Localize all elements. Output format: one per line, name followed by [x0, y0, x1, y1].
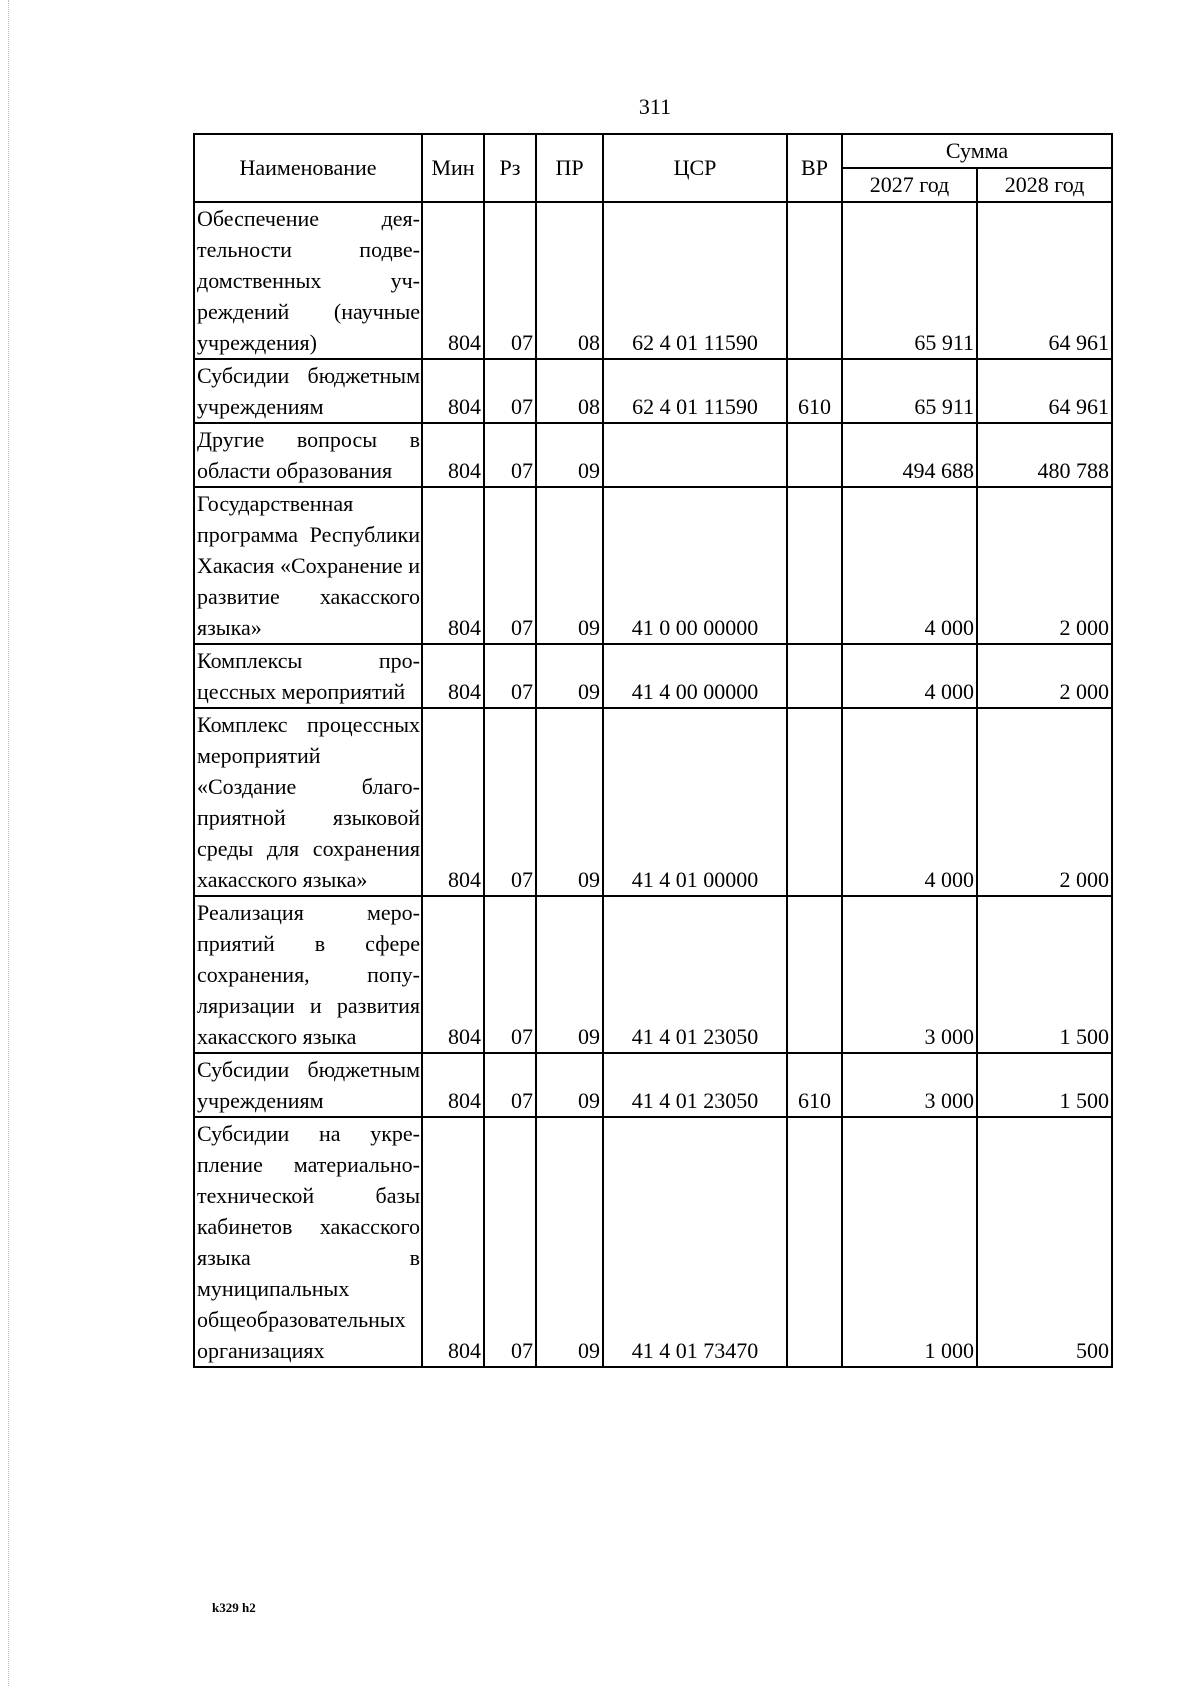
cell-min: 804 — [422, 896, 484, 1053]
table-row — [194, 1053, 1112, 1117]
header-vr: ВР — [787, 134, 842, 202]
cell-min: 804 — [422, 1117, 484, 1367]
table-row — [194, 423, 1112, 487]
scan-edge-line — [8, 0, 9, 1686]
cell-2028: 64 961 — [977, 202, 1112, 359]
cell-2027: 65 911 — [842, 202, 977, 359]
header-year-2028: 2028 год — [977, 168, 1112, 202]
cell-vr — [787, 644, 842, 708]
cell-min: 804 — [422, 487, 484, 644]
cell-vr — [787, 1117, 842, 1367]
cell-rz: 07 — [484, 896, 536, 1053]
cell-csr: 41 4 01 73470 — [603, 1117, 787, 1367]
cell-vr — [787, 487, 842, 644]
cell-2027: 65 911 — [842, 359, 977, 423]
cell-name: Комплексы процессных мероприятий — [194, 644, 422, 708]
table-row — [194, 708, 1112, 896]
header-rz: Рз — [484, 134, 536, 202]
cell-vr — [787, 708, 842, 896]
cell-min: 804 — [422, 202, 484, 359]
cell-pr: 09 — [536, 896, 603, 1053]
cell-csr: 41 4 00 00000 — [603, 644, 787, 708]
cell-min: 804 — [422, 708, 484, 896]
cell-min: 804 — [422, 423, 484, 487]
cell-name: Субсидии на укрепление материально-технической базы кабинетов хакасского языка в муниципальных общеобразовательных организациях — [194, 1117, 422, 1367]
cell-pr: 09 — [536, 708, 603, 896]
cell-csr: 41 4 01 00000 — [603, 708, 787, 896]
cell-2027: 494 688 — [842, 423, 977, 487]
table-header — [194, 134, 1112, 202]
table-body — [194, 202, 1112, 1367]
cell-2027: 4 000 — [842, 644, 977, 708]
cell-vr: 610 — [787, 1053, 842, 1117]
cell-csr: 41 0 00 00000 — [603, 487, 787, 644]
cell-pr: 09 — [536, 1117, 603, 1367]
table-row — [194, 202, 1112, 359]
budget-table — [193, 133, 1113, 1368]
header-year-2027: 2027 год — [842, 168, 977, 202]
table-row — [194, 644, 1112, 708]
cell-rz: 07 — [484, 202, 536, 359]
cell-pr: 09 — [536, 423, 603, 487]
cell-2028: 2 000 — [977, 708, 1112, 896]
cell-2027: 3 000 — [842, 896, 977, 1053]
cell-2028: 64 961 — [977, 359, 1112, 423]
table-row — [194, 896, 1112, 1053]
cell-min: 804 — [422, 359, 484, 423]
cell-csr — [603, 423, 787, 487]
cell-name: Другие вопросы в области образования — [194, 423, 422, 487]
cell-name: Обеспечение деятельности подведомственных учреждений (научные учреждения) — [194, 202, 422, 359]
header-min: Мин — [422, 134, 484, 202]
cell-rz: 07 — [484, 423, 536, 487]
cell-2027: 4 000 — [842, 487, 977, 644]
header-csr: ЦСР — [603, 134, 787, 202]
cell-pr: 09 — [536, 487, 603, 644]
cell-2028: 1 500 — [977, 1053, 1112, 1117]
cell-vr — [787, 202, 842, 359]
cell-csr: 41 4 01 23050 — [603, 896, 787, 1053]
cell-pr: 08 — [536, 202, 603, 359]
table-row — [194, 487, 1112, 644]
header-name: Наименование — [194, 134, 422, 202]
cell-vr — [787, 423, 842, 487]
cell-rz: 07 — [484, 359, 536, 423]
cell-2028: 1 500 — [977, 896, 1112, 1053]
cell-2028: 480 788 — [977, 423, 1112, 487]
cell-vr: 610 — [787, 359, 842, 423]
cell-2028: 500 — [977, 1117, 1112, 1367]
cell-name: Государственная программа Республики Хакасия «Сохранение и развитие хакасского языка» — [194, 487, 422, 644]
cell-pr: 09 — [536, 644, 603, 708]
cell-name: Реализация мероприятий в сфере сохранения, популяризации и развития хакасского языка — [194, 896, 422, 1053]
cell-min: 804 — [422, 644, 484, 708]
cell-csr: 41 4 01 23050 — [603, 1053, 787, 1117]
cell-rz: 07 — [484, 487, 536, 644]
header-pr: ПР — [536, 134, 603, 202]
footer-code: k329 h2 — [212, 1600, 256, 1615]
table-row — [194, 1117, 1112, 1367]
page-number: 311 — [638, 94, 672, 119]
cell-pr: 09 — [536, 1053, 603, 1117]
header-sum: Сумма — [842, 134, 1112, 168]
cell-rz: 07 — [484, 644, 536, 708]
cell-rz: 07 — [484, 708, 536, 896]
table-row — [194, 359, 1112, 423]
cell-name: Субсидии бюджетным учреждениям — [194, 359, 422, 423]
cell-2028: 2 000 — [977, 644, 1112, 708]
cell-vr — [787, 896, 842, 1053]
cell-2027: 3 000 — [842, 1053, 977, 1117]
cell-rz: 07 — [484, 1117, 536, 1367]
cell-2028: 2 000 — [977, 487, 1112, 644]
cell-min: 804 — [422, 1053, 484, 1117]
cell-name: Субсидии бюджетным учреждениям — [194, 1053, 422, 1117]
cell-csr: 62 4 01 11590 — [603, 202, 787, 359]
cell-2027: 4 000 — [842, 708, 977, 896]
cell-rz: 07 — [484, 1053, 536, 1117]
cell-pr: 08 — [536, 359, 603, 423]
cell-2027: 1 000 — [842, 1117, 977, 1367]
cell-name: Комплекс процессных мероприятий «Создание благоприятной языковой среды для сохранения хакасского языка» — [194, 708, 422, 896]
cell-csr: 62 4 01 11590 — [603, 359, 787, 423]
